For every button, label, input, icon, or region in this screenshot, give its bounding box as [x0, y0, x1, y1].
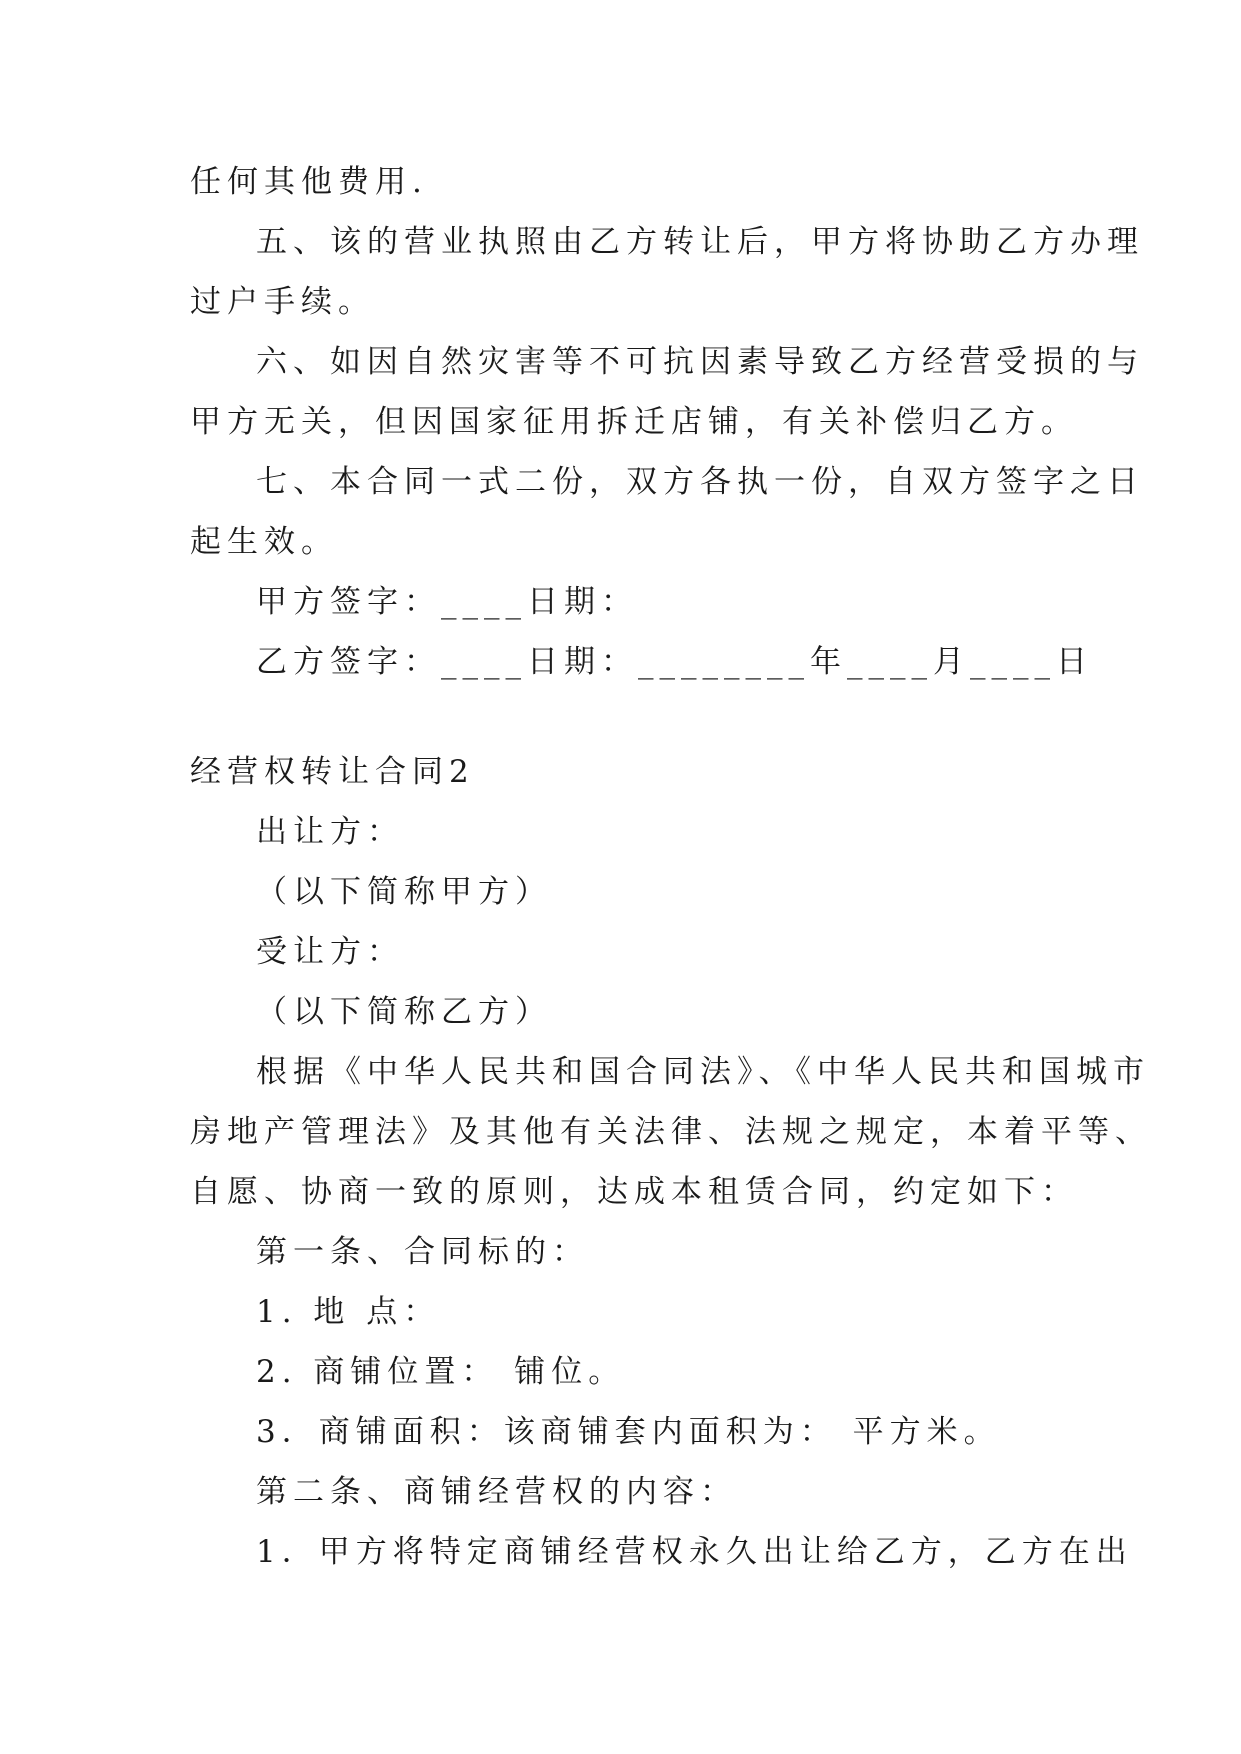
preamble: 根据《中华人民共和国合同法》、《中华人民共和国城市: [256, 1054, 1150, 1090]
list-item: 1．甲方将特定商铺经营权永久出让给乙方，乙方在出: [256, 1534, 1133, 1570]
text-line: 任何其他费用.: [190, 164, 428, 200]
clause-six: 六、如因自然灾害等不可抗因素导致乙方经营受损的与: [256, 344, 1144, 380]
text-line: 甲方无关，但因国家征用拆迁店铺，有关补偿归乙方。: [190, 404, 1078, 440]
article-two-heading: 第二条、商铺经营权的内容：: [256, 1474, 737, 1510]
article-one-heading: 第一条、合同标的：: [256, 1234, 589, 1270]
list-item: 3．商铺面积：该商铺套内面积为： 平方米。: [256, 1414, 1001, 1450]
text-line: 起生效。: [190, 524, 338, 560]
text-line: 过户手续。: [190, 284, 375, 320]
clause-five: 五、该的营业执照由乙方转让后，甲方将协助乙方办理: [256, 224, 1144, 260]
party-a-signature: 甲方签字：____日期：: [256, 584, 638, 620]
transferee-label: 受让方：: [256, 934, 404, 970]
list-item: 1. 地 点：: [256, 1294, 441, 1330]
party-b-signature: 乙方签字：____日期：________年____月____日: [256, 644, 1093, 680]
list-item: 2. 商铺位置： 铺位。: [256, 1354, 626, 1390]
party-b-note: （以下简称乙方）: [256, 994, 552, 1030]
party-a-note: （以下简称甲方）: [256, 874, 552, 910]
text-line: 房地产管理法》及其他有关法律、法规之规定，本着平等、: [190, 1114, 1152, 1150]
clause-seven: 七、本合同一式二份，双方各执一份，自双方签字之日: [256, 464, 1144, 500]
document-title: 经营权转让合同2: [190, 754, 475, 790]
text-line: 自愿、协商一致的原则，达成本租赁合同，约定如下：: [190, 1174, 1078, 1210]
transferor-label: 出让方：: [256, 814, 404, 850]
